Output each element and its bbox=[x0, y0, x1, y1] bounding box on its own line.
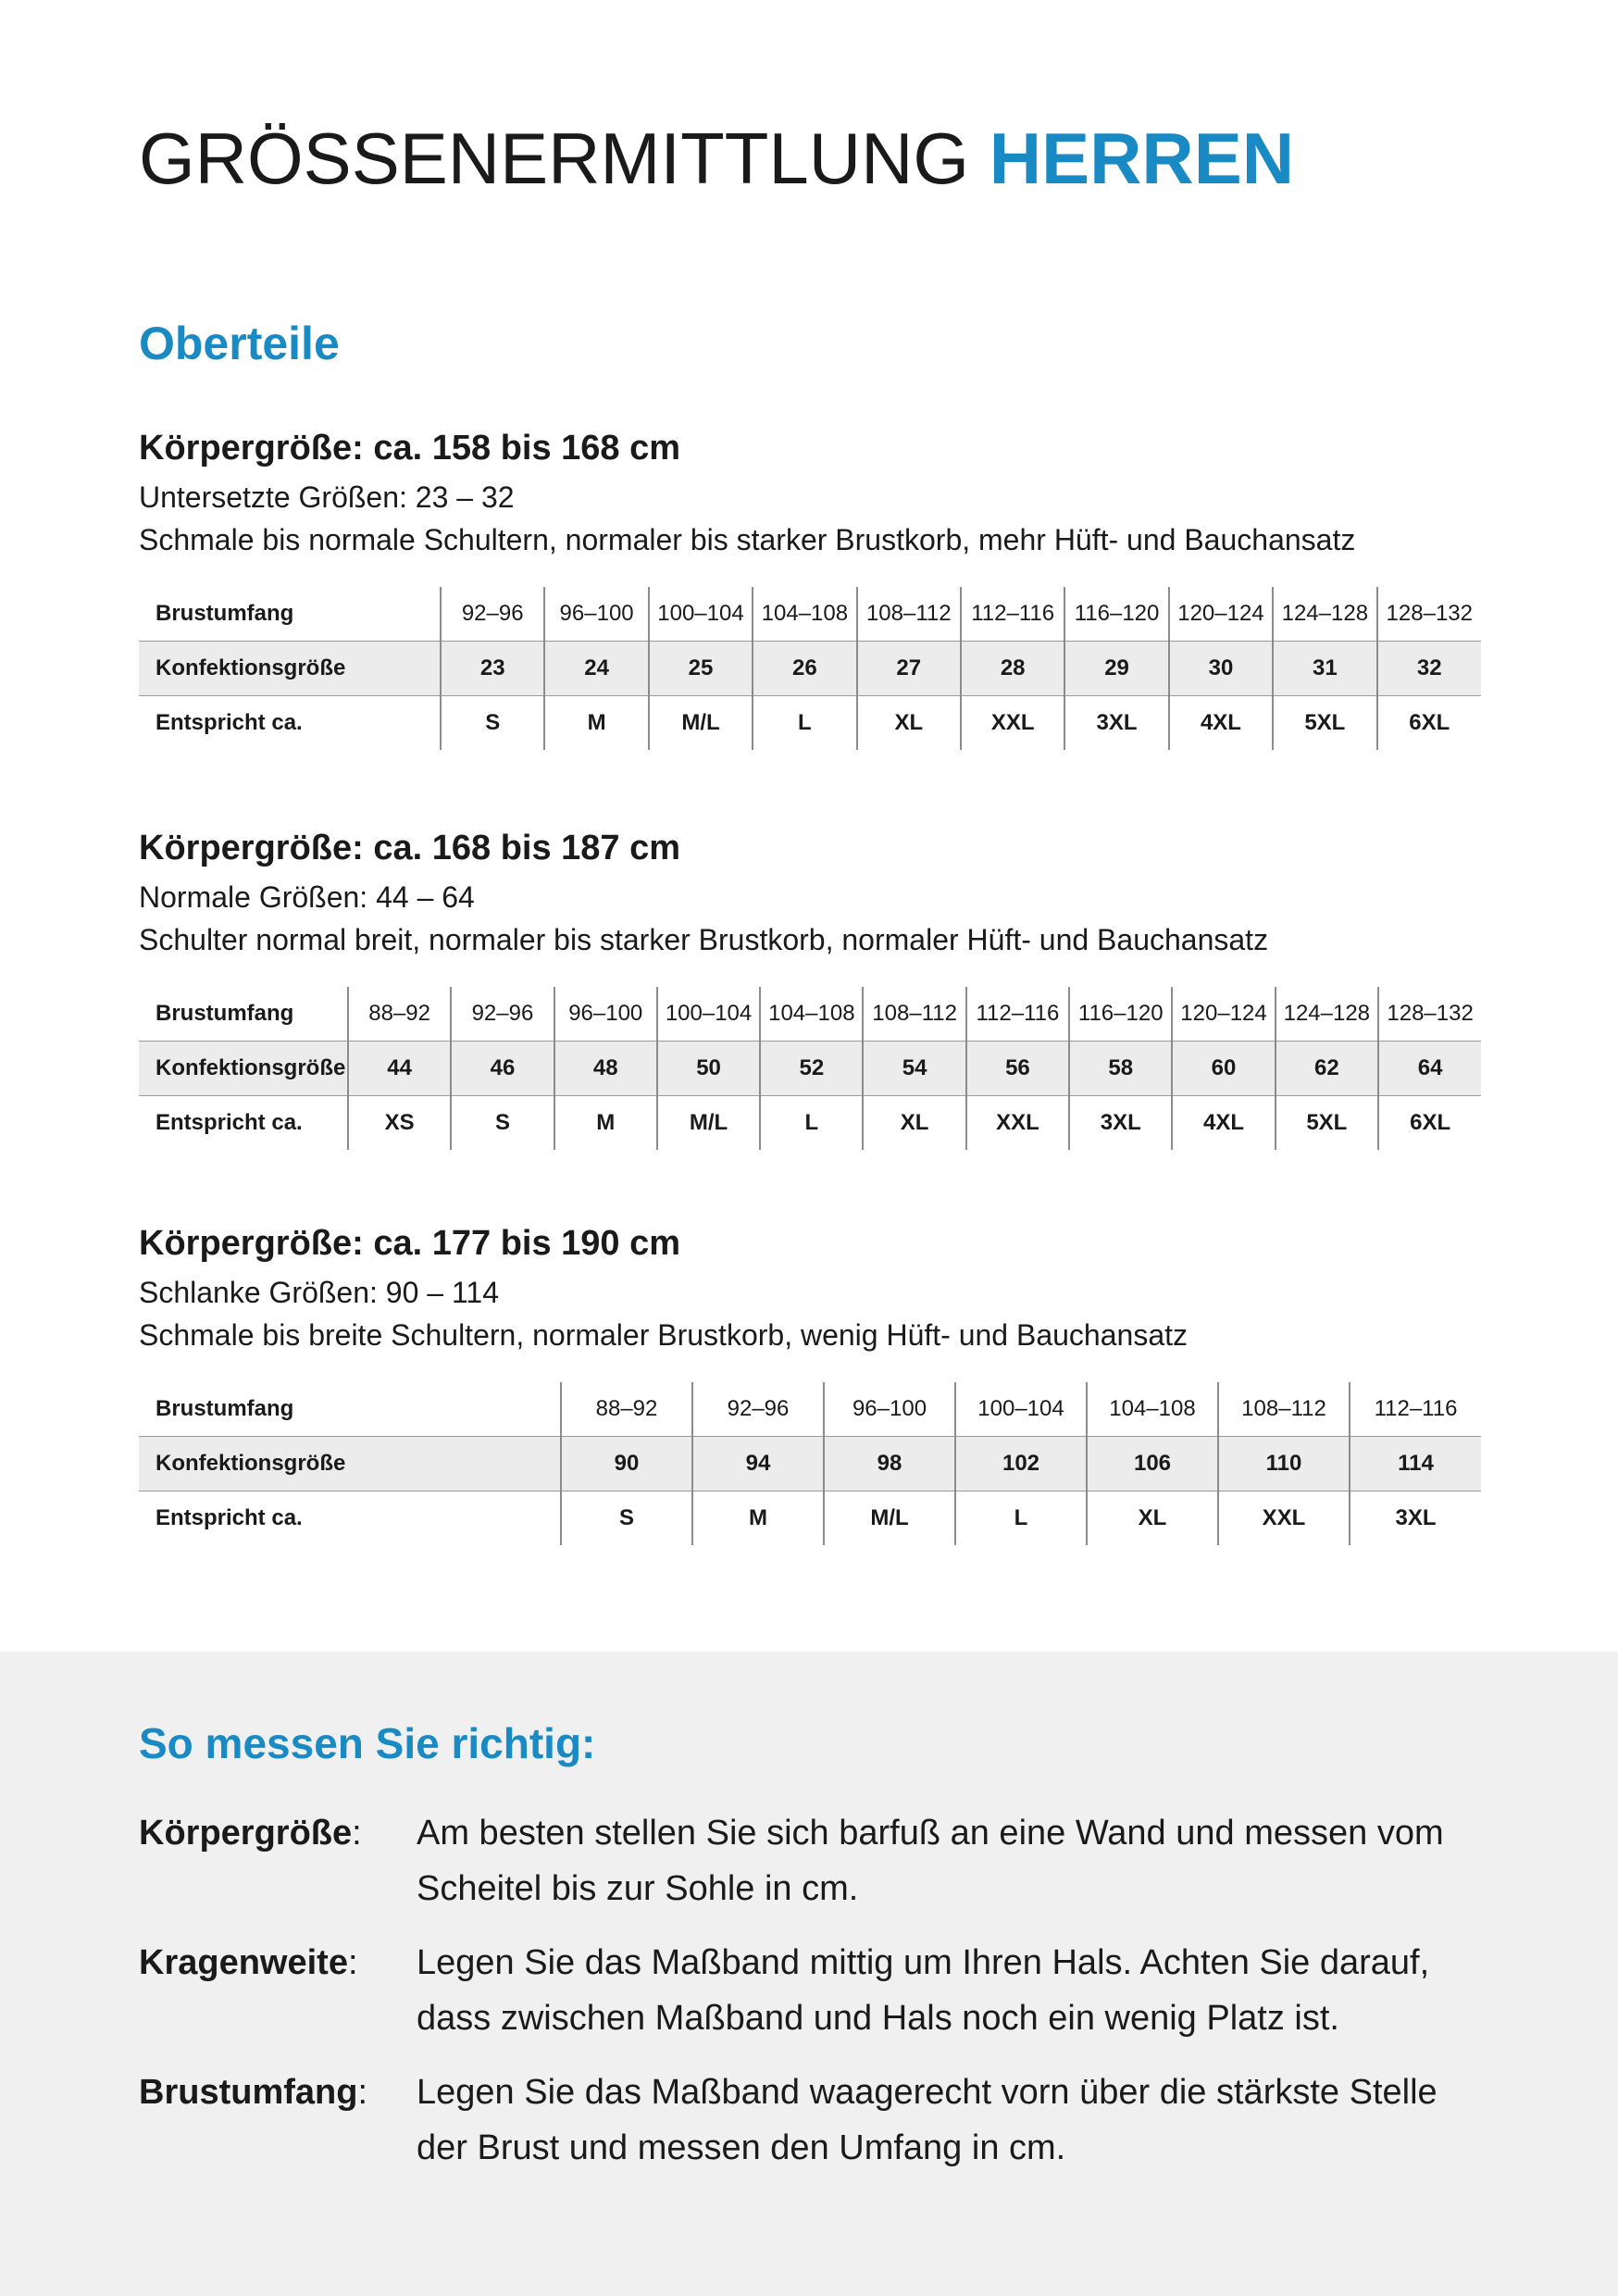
table-cell: 108–112 bbox=[1218, 1382, 1350, 1437]
table-cell: M bbox=[692, 1491, 824, 1545]
group-heading: Körpergröße: ca. 168 bis 187 cm bbox=[139, 829, 681, 867]
table-cell: 30 bbox=[1169, 641, 1273, 695]
row-entspricht bbox=[139, 1491, 1481, 1545]
table-cell: 5XL bbox=[1276, 1095, 1378, 1150]
table-cell: 128–132 bbox=[1377, 587, 1481, 642]
table-cell: 106 bbox=[1087, 1436, 1218, 1491]
table-cell: 124–128 bbox=[1276, 987, 1378, 1042]
table-cell: 6XL bbox=[1377, 695, 1481, 750]
table-cell: 114 bbox=[1350, 1436, 1481, 1491]
table-cell: XL bbox=[863, 1095, 965, 1150]
table-cell: 48 bbox=[554, 1041, 657, 1095]
table-cell: 31 bbox=[1273, 641, 1376, 695]
table-cell: S bbox=[451, 1095, 554, 1150]
measure-description: Am besten stellen Sie sich barfuß an eine Wand und messen vom Scheitel bis zur Sohle in cm. bbox=[417, 1814, 1444, 1908]
row-label: Entspricht ca. bbox=[156, 709, 303, 735]
row-entspricht bbox=[139, 695, 1481, 750]
row-entspricht bbox=[139, 1095, 1481, 1150]
measure-term: Brustumfang: bbox=[139, 2073, 368, 2112]
table-cell: 96–100 bbox=[824, 1382, 955, 1437]
table-cell: M/L bbox=[649, 695, 753, 750]
size-group-schlank bbox=[139, 1223, 1481, 1545]
table-cell: 100–104 bbox=[649, 587, 753, 642]
table-cell: 116–120 bbox=[1069, 987, 1172, 1042]
row-label: Brustumfang bbox=[156, 600, 294, 626]
table-cell: 104–108 bbox=[753, 587, 856, 642]
group-heading: Körpergröße: ca. 177 bis 190 cm bbox=[139, 1224, 681, 1263]
table-cell: 100–104 bbox=[955, 1382, 1087, 1437]
table-cell: 56 bbox=[966, 1041, 1069, 1095]
table-cell: 50 bbox=[657, 1041, 760, 1095]
table-cell: M bbox=[554, 1095, 657, 1150]
table-cell: 54 bbox=[863, 1041, 965, 1095]
row-label: Brustumfang bbox=[156, 1000, 294, 1026]
table-cell: 112–116 bbox=[961, 587, 1064, 642]
table-cell: 88–92 bbox=[348, 987, 451, 1042]
group-heading: Körpergröße: ca. 158 bis 168 cm bbox=[139, 429, 681, 468]
table-cell: 62 bbox=[1276, 1041, 1378, 1095]
row-konfektionsgroesse bbox=[139, 1041, 1481, 1095]
table-cell: 92–96 bbox=[692, 1382, 824, 1437]
measure-term: Körpergröße: bbox=[139, 1814, 362, 1853]
page-title-main: GRÖSSENERMITTLUNG bbox=[139, 118, 970, 199]
table-cell: 116–120 bbox=[1064, 587, 1168, 642]
table-cell: 3XL bbox=[1064, 695, 1168, 750]
size-table-body bbox=[139, 1382, 1481, 1545]
group-size-range: Normale Größen: 44 – 64 bbox=[139, 880, 475, 914]
table-cell: 3XL bbox=[1350, 1491, 1481, 1545]
size-table-body bbox=[139, 987, 1481, 1150]
page-title-accent: HERREN bbox=[989, 118, 1295, 199]
table-cell: XXL bbox=[1218, 1491, 1350, 1545]
group-description: Schmale bis breite Schultern, normaler Brustkorb, wenig Hüft- und Bauchansatz bbox=[139, 1317, 1188, 1352]
row-label: Brustumfang bbox=[156, 1395, 294, 1421]
table-cell: 58 bbox=[1069, 1041, 1172, 1095]
table-cell: S bbox=[561, 1491, 692, 1545]
group-description: Schmale bis normale Schultern, normaler bis starker Brustkorb, mehr Hüft- und Bauchansatz bbox=[139, 522, 1356, 556]
table-cell: XL bbox=[857, 695, 961, 750]
table-cell: M/L bbox=[824, 1491, 955, 1545]
table-cell: M bbox=[544, 695, 648, 750]
row-brustumfang bbox=[139, 987, 1481, 1042]
table-cell: 28 bbox=[961, 641, 1064, 695]
row-brustumfang bbox=[139, 587, 1481, 642]
table-cell: 32 bbox=[1377, 641, 1481, 695]
measuring-guide bbox=[0, 1652, 1618, 2296]
table-cell: 64 bbox=[1378, 1041, 1481, 1095]
table-cell: XS bbox=[348, 1095, 451, 1150]
table-cell: 24 bbox=[544, 641, 648, 695]
table-cell: 120–124 bbox=[1172, 987, 1275, 1042]
size-group-normal bbox=[139, 828, 1481, 1150]
table-cell: 88–92 bbox=[561, 1382, 692, 1437]
table-cell: XXL bbox=[961, 695, 1064, 750]
table-cell: 92–96 bbox=[441, 587, 544, 642]
table-cell: 60 bbox=[1172, 1041, 1275, 1095]
table-cell: 94 bbox=[692, 1436, 824, 1491]
size-table-body bbox=[139, 587, 1481, 750]
row-label: Konfektionsgröße bbox=[139, 641, 441, 695]
table-cell: 6XL bbox=[1378, 1095, 1481, 1150]
measure-description: Legen Sie das Maßband mittig um Ihren Hals. Achten Sie darauf, dass zwischen Maßband und Hals noch ein wenig Platz ist. bbox=[417, 1943, 1430, 2038]
table-cell: 112–116 bbox=[966, 987, 1069, 1042]
row-label: Entspricht ca. bbox=[156, 1504, 303, 1530]
table-cell: L bbox=[760, 1095, 863, 1150]
size-table bbox=[139, 1382, 1481, 1545]
table-cell: 92–96 bbox=[451, 987, 554, 1042]
table-cell: 29 bbox=[1064, 641, 1168, 695]
size-group-untersetzt bbox=[139, 428, 1481, 750]
group-size-range: Untersetzte Größen: 23 – 32 bbox=[139, 480, 515, 514]
size-table bbox=[139, 987, 1481, 1150]
table-cell: S bbox=[441, 695, 544, 750]
table-cell: 27 bbox=[857, 641, 961, 695]
table-cell: 3XL bbox=[1069, 1095, 1172, 1150]
table-cell: 110 bbox=[1218, 1436, 1350, 1491]
table-cell: 108–112 bbox=[857, 587, 961, 642]
table-cell: 5XL bbox=[1273, 695, 1376, 750]
table-cell: XXL bbox=[966, 1095, 1069, 1150]
section-heading-oberteile: Oberteile bbox=[139, 318, 340, 369]
row-label: Konfektionsgröße bbox=[139, 1041, 348, 1095]
table-cell: 128–132 bbox=[1378, 987, 1481, 1042]
table-cell: 96–100 bbox=[544, 587, 648, 642]
table-cell: 4XL bbox=[1172, 1095, 1275, 1150]
table-cell: 108–112 bbox=[863, 987, 965, 1042]
measure-description: Legen Sie das Maßband waagerecht vorn über die stärkste Stelle der Brust und messen den Umfang in cm. bbox=[417, 2073, 1438, 2167]
table-cell: 44 bbox=[348, 1041, 451, 1095]
table-cell: 25 bbox=[649, 641, 753, 695]
measure-term: Kragenweite: bbox=[139, 1943, 358, 1982]
row-konfektionsgroesse bbox=[139, 1436, 1481, 1491]
table-cell: 98 bbox=[824, 1436, 955, 1491]
size-table bbox=[139, 587, 1481, 750]
table-cell: L bbox=[955, 1491, 1087, 1545]
table-cell: 23 bbox=[441, 641, 544, 695]
measuring-guide-title: So messen Sie richtig: bbox=[139, 1719, 596, 1767]
table-cell: M/L bbox=[657, 1095, 760, 1150]
row-label: Entspricht ca. bbox=[156, 1109, 303, 1135]
table-cell: 104–108 bbox=[760, 987, 863, 1042]
group-description: Schulter normal breit, normaler bis starker Brustkorb, normaler Hüft- und Bauchansatz bbox=[139, 922, 1269, 956]
table-cell: 52 bbox=[760, 1041, 863, 1095]
row-konfektionsgroesse bbox=[139, 641, 1481, 695]
table-cell: L bbox=[753, 695, 856, 750]
table-cell: 26 bbox=[753, 641, 856, 695]
table-cell: 124–128 bbox=[1273, 587, 1376, 642]
table-cell: 4XL bbox=[1169, 695, 1273, 750]
table-cell: XL bbox=[1087, 1491, 1218, 1545]
row-brustumfang bbox=[139, 1382, 1481, 1437]
table-cell: 96–100 bbox=[554, 987, 657, 1042]
row-label: Konfektionsgröße bbox=[139, 1436, 561, 1491]
table-cell: 120–124 bbox=[1169, 587, 1273, 642]
table-cell: 104–108 bbox=[1087, 1382, 1218, 1437]
table-cell: 90 bbox=[561, 1436, 692, 1491]
page-title bbox=[139, 117, 1294, 201]
group-size-range: Schlanke Größen: 90 – 114 bbox=[139, 1275, 499, 1309]
table-cell: 112–116 bbox=[1350, 1382, 1481, 1437]
table-cell: 100–104 bbox=[657, 987, 760, 1042]
table-cell: 46 bbox=[451, 1041, 554, 1095]
table-cell: 102 bbox=[955, 1436, 1087, 1491]
